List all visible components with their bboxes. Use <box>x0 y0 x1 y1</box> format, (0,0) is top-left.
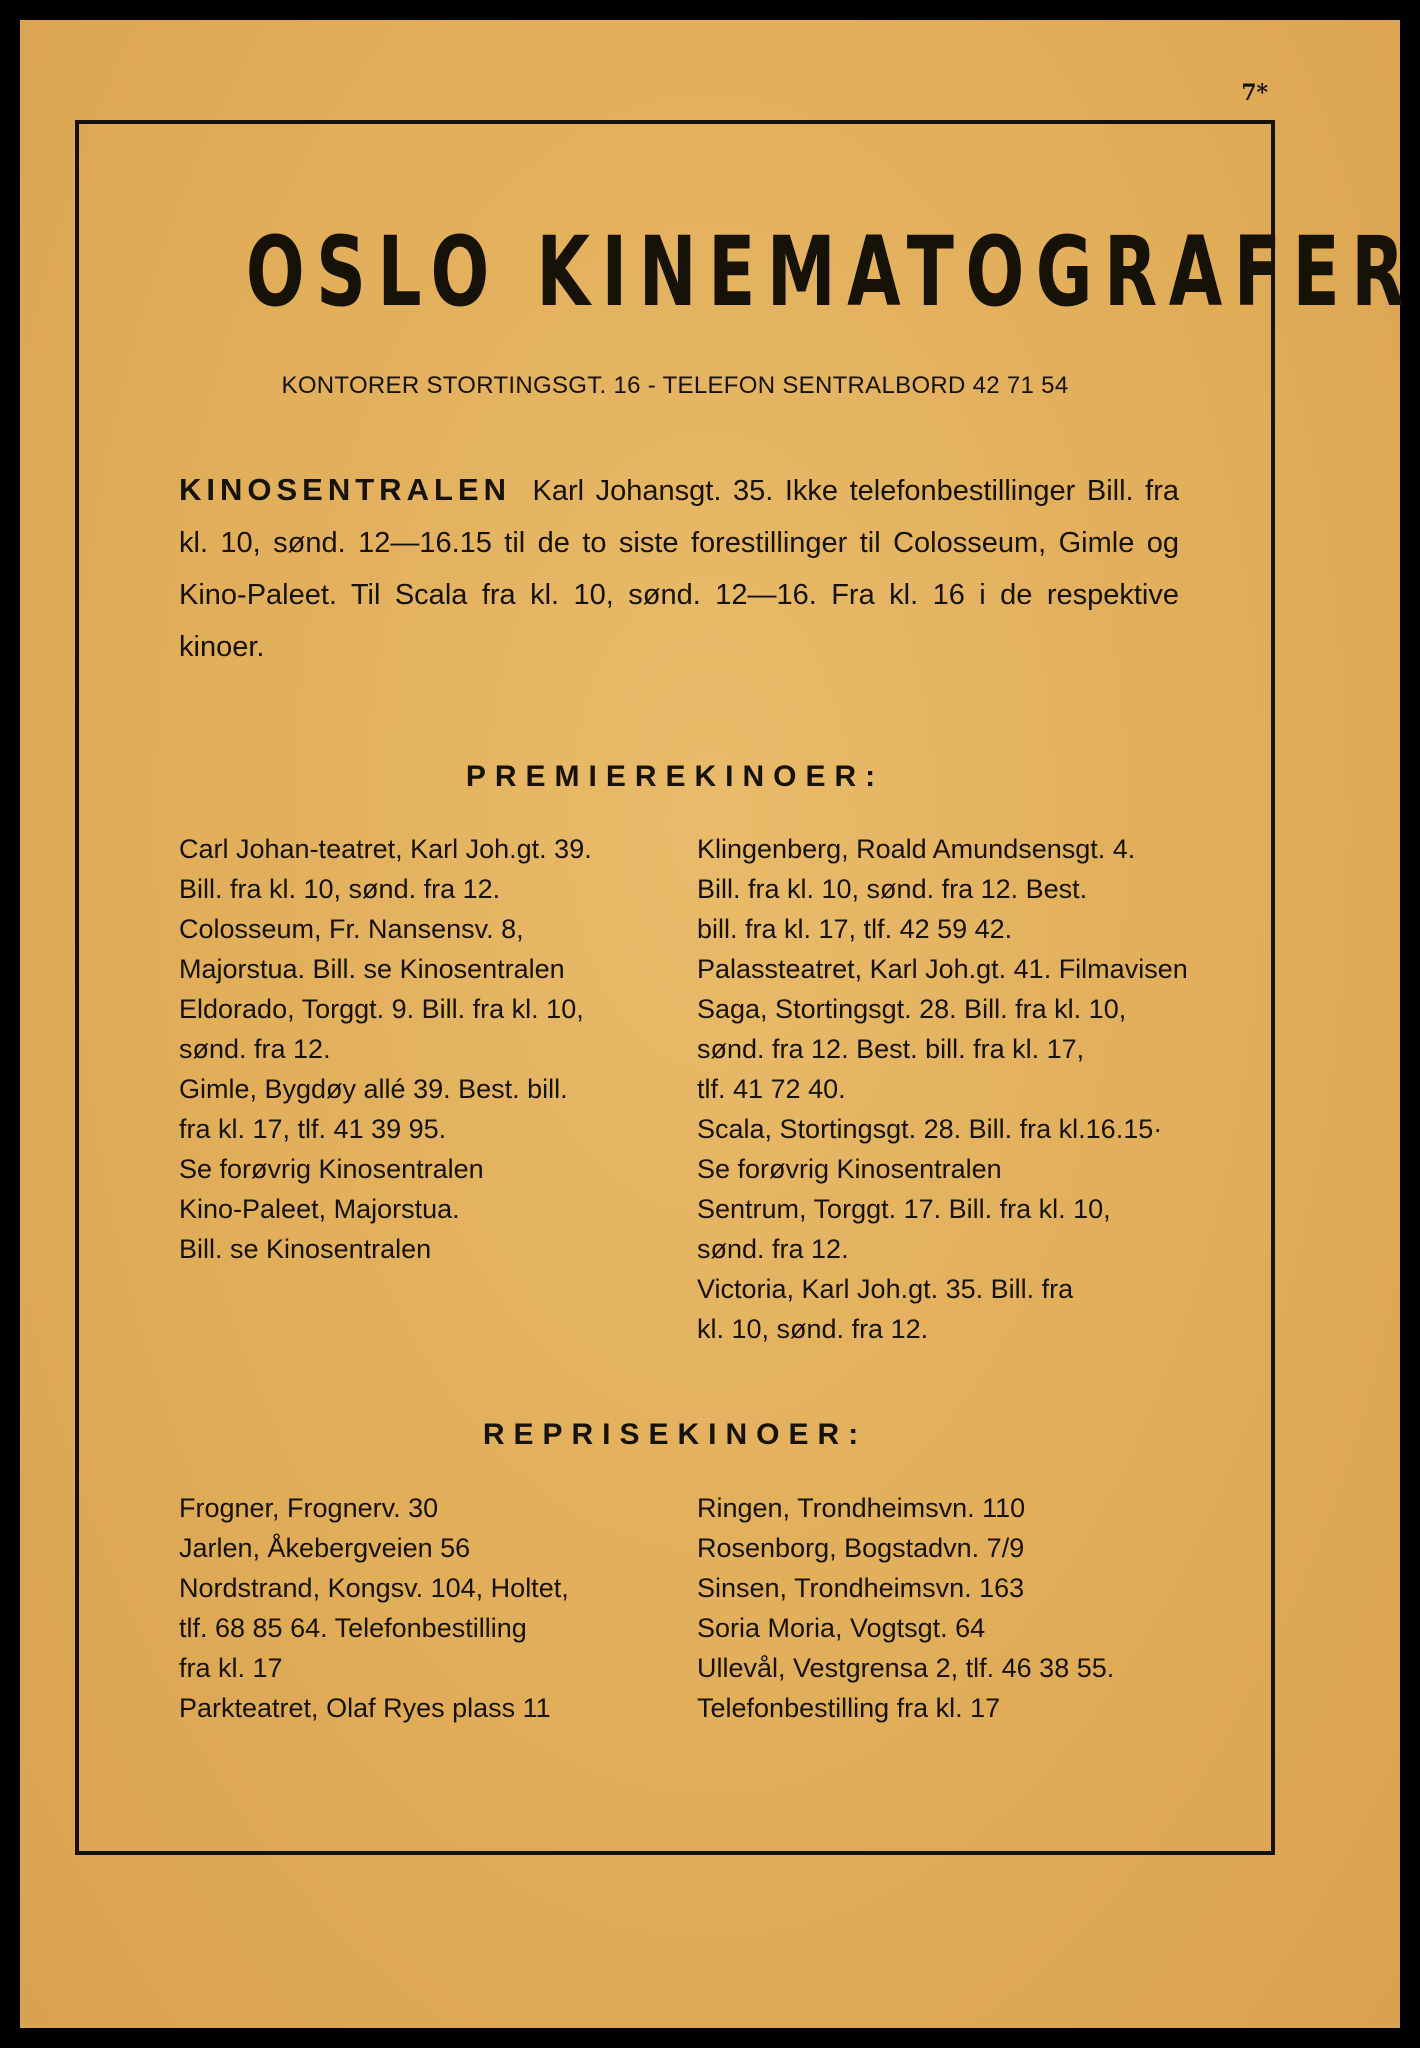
cinema-entry-continuation: tlf. 68 85 64. Telefonbestilling <box>179 1613 527 1643</box>
premierekinoer-right-column <box>697 829 1237 1349</box>
cinema-entry <box>179 1069 679 1189</box>
cinema-entry-line: Carl Johan-teatret, Karl Joh.gt. 39. <box>179 834 592 864</box>
cinema-entry-line: Sinsen, Trondheimsvn. 163 <box>697 1573 1025 1603</box>
page-title: OSLO KINEMATOGRAFER <box>245 216 1416 328</box>
cinema-entry-continuation: fra kl. 17 <box>179 1653 283 1683</box>
cinema-entry-line: Colosseum, Fr. Nansensv. 8, <box>179 914 524 944</box>
cinema-entry-continuation: tlf. 41 72 40. <box>697 1074 846 1104</box>
cinema-entry <box>697 1648 1237 1728</box>
cinema-entry <box>697 1109 1237 1189</box>
cinema-entry-continuation: Se forøvrig Kinosentralen <box>179 1154 484 1184</box>
reprisekinoer-heading: REPRISEKINOER: <box>482 1418 868 1451</box>
premierekinoer-heading: PREMIEREKINOER: <box>465 760 885 793</box>
reprisekinoer-left-column <box>179 1488 679 1728</box>
cinema-entry-continuation: kl. 10, sønd. fra 12. <box>697 1314 929 1344</box>
cinema-entry-line: Frogner, Frognerv. 30 <box>179 1493 439 1523</box>
cinema-entry-continuation: Bill. fra kl. 10, sønd. fra 12. <box>179 874 501 904</box>
cinema-entry-continuation: sønd. fra 12. Best. bill. fra kl. 17, <box>697 1034 1085 1064</box>
cinema-entry-line: Saga, Stortingsgt. 28. Bill. fra kl. 10, <box>697 994 1127 1024</box>
premierekinoer-left-column <box>179 829 679 1269</box>
cinema-entry <box>697 1568 1237 1608</box>
cinema-entry-line: Klingenberg, Roald Amundsensgt. 4. <box>697 834 1136 864</box>
cinema-entry-line: Soria Moria, Vogtsgt. 64 <box>697 1613 986 1643</box>
cinema-entry-continuation: Majorstua. Bill. se Kinosentralen <box>179 954 565 984</box>
cinema-entry-line: Eldorado, Torggt. 9. Bill. fra kl. 10, <box>179 994 584 1024</box>
cinema-entry-continuation: Bill. fra kl. 10, sønd. fra 12. Best. <box>697 874 1088 904</box>
cinema-entry-continuation: Se forøvrig Kinosentralen <box>697 1154 1002 1184</box>
cinema-entry-line: Nordstrand, Kongsv. 104, Holtet, <box>179 1573 569 1603</box>
cinema-entry-continuation: Bill. se Kinosentralen <box>179 1234 432 1264</box>
cinema-entry-continuation: Telefonbestilling fra kl. 17 <box>697 1693 1001 1723</box>
cinema-entry <box>179 1488 679 1528</box>
cinema-entry-line: Ullevål, Vestgrensa 2, tlf. 46 38 55. <box>697 1653 1115 1683</box>
cinema-entry <box>179 1568 679 1688</box>
cinema-entry <box>697 949 1237 989</box>
cinema-entry <box>697 1269 1237 1349</box>
cinema-entry <box>697 1488 1237 1528</box>
cinema-entry <box>697 829 1237 949</box>
cinema-entry <box>179 1688 679 1728</box>
cinema-entry <box>697 1528 1237 1568</box>
cinema-entry-line: Rosenborg, Bogstadvn. 7/9 <box>697 1533 1025 1563</box>
cinema-entry <box>697 1189 1237 1269</box>
kinosentralen-paragraph <box>179 464 1179 673</box>
cinema-entry <box>179 829 679 909</box>
reprisekinoer-right-column <box>697 1488 1237 1728</box>
cinema-entry <box>179 1528 679 1568</box>
cinema-entry-continuation: sønd. fra 12. <box>697 1234 849 1264</box>
cinema-entry-line: Kino-Paleet, Majorstua. <box>179 1194 460 1224</box>
document-page <box>20 20 1416 2028</box>
cinema-entry-continuation: fra kl. 17, tlf. 41 39 95. <box>179 1114 447 1144</box>
cinema-entry-line: Palassteatret, Karl Joh.gt. 41. Filmavisen <box>697 954 1188 984</box>
cinema-entry-line: Ringen, Trondheimsvn. 110 <box>697 1493 1026 1523</box>
office-contact-line: KONTORER STORTINGSGT. 16 - TELEFON SENTRALBORD 42 71 54 <box>281 372 1069 399</box>
cinema-entry-line: Parkteatret, Olaf Ryes plass 11 <box>179 1693 551 1723</box>
cinema-entry-continuation: bill. fra kl. 17, tlf. 42 59 42. <box>697 914 1013 944</box>
bordered-frame <box>75 120 1416 1855</box>
cinema-entry <box>697 1608 1237 1648</box>
cinema-entry-line: Gimle, Bygdøy allé 39. Best. bill. <box>179 1074 568 1104</box>
cinema-entry-line: Victoria, Karl Joh.gt. 35. Bill. fra <box>697 1274 1074 1304</box>
cinema-entry <box>179 909 679 989</box>
cinema-entry <box>697 989 1237 1109</box>
cinema-entry-line: Scala, Stortingsgt. 28. Bill. fra kl.16.15· <box>697 1114 1163 1144</box>
cinema-entry <box>179 1189 679 1269</box>
cinema-entry-line: Sentrum, Torggt. 17. Bill. fra kl. 10, <box>697 1194 1111 1224</box>
cinema-entry-line: Jarlen, Åkebergveien 56 <box>179 1533 471 1563</box>
kinosentralen-text: Karl Johansgt. 35. Ikke telefonbestillinger Bill. fra kl. 10, sønd. 12—16.15 til de to siste forestillinger til Colosseum, Gimle og Kino-Paleet. Til Scala fra kl. 10, sønd. 12—16. Fra kl. 16 i de respektive kinoer. <box>179 475 1179 663</box>
page-number: 7* <box>1241 80 1268 106</box>
kinosentralen-heading: KINOSENTRALEN <box>179 472 511 507</box>
cinema-entry-continuation: sønd. fra 12. <box>179 1034 331 1064</box>
cinema-entry <box>179 989 679 1069</box>
